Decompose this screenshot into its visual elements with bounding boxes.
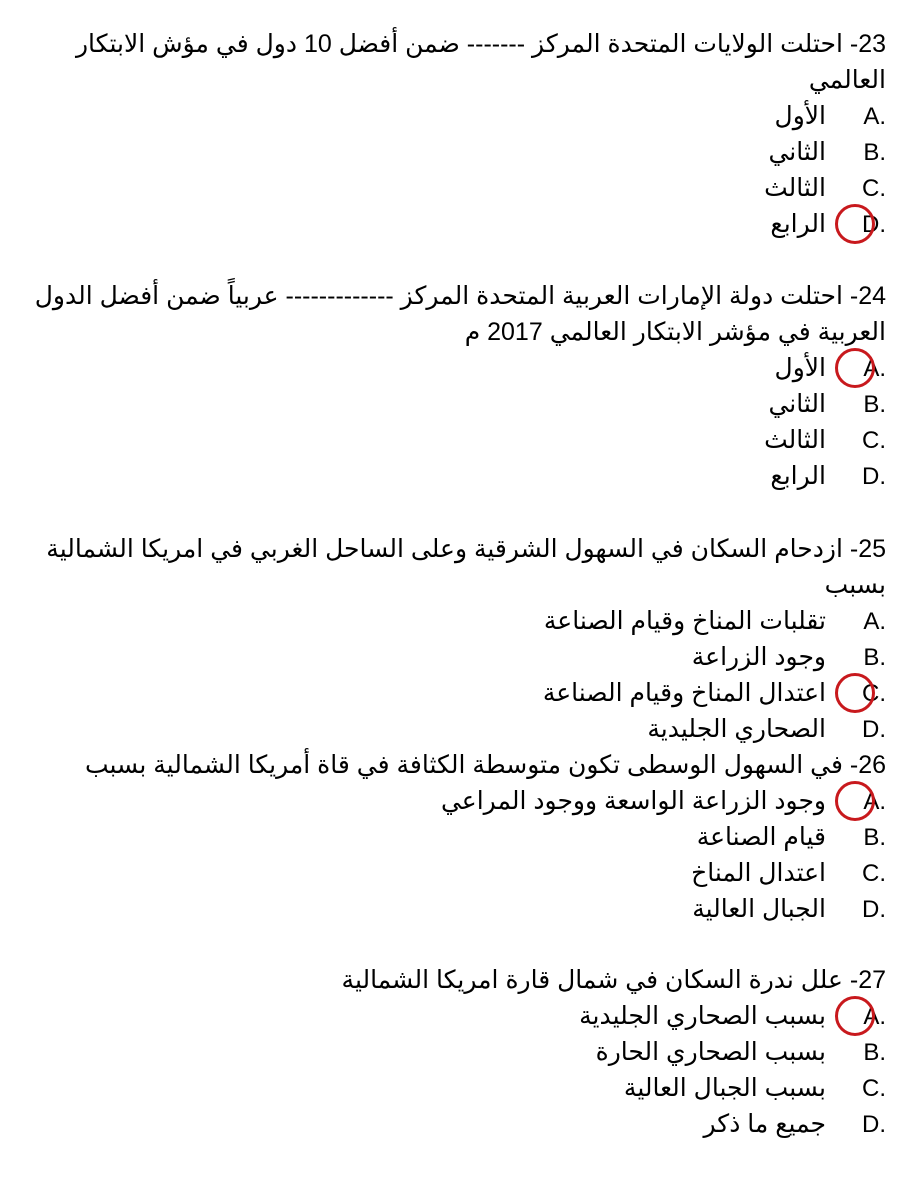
- question-stem: 27- علل ندرة السكان في شمال قارة امريكا الشمالية: [341, 966, 886, 994]
- option-letter: B.: [863, 824, 886, 851]
- option-b[interactable]: [0, 639, 886, 675]
- question-stem: 26- في السهول الوسطى تكون متوسطة الكثافة في قاة أمريكا الشمالية بسبب: [84, 751, 886, 779]
- option-c[interactable]: [0, 855, 886, 891]
- option-d[interactable]: [0, 458, 886, 494]
- answer-circle: [835, 348, 875, 388]
- answer-circle: [835, 204, 875, 244]
- option-text: الرابع: [770, 210, 826, 238]
- option-c[interactable]: [0, 1070, 886, 1106]
- option-letter: A.: [863, 788, 886, 815]
- option-text: تقلبات المناخ وقيام الصناعة: [543, 607, 826, 635]
- option-b[interactable]: [0, 386, 886, 422]
- option-c[interactable]: [0, 675, 886, 711]
- option-list: [0, 98, 900, 242]
- option-a[interactable]: [0, 603, 886, 639]
- option-letter: D.: [862, 211, 886, 238]
- option-letter: C.: [862, 1075, 886, 1102]
- option-letter: B.: [863, 139, 886, 166]
- question-stem: 25- ازدحام السكان في السهول الشرقية وعلى الساحل الغربي في امريكا الشمالية بسبب: [46, 535, 886, 599]
- option-letter: A.: [863, 1003, 886, 1030]
- option-text: الرابع: [770, 462, 826, 490]
- option-letter: B.: [863, 1039, 886, 1066]
- option-text: الجبال العالية: [692, 895, 826, 923]
- question-23: [0, 26, 900, 242]
- option-text: بسبب الصحاري الجليدية: [579, 1002, 826, 1030]
- option-text: وجود الزراعة الواسعة ووجود المراعي: [440, 787, 826, 815]
- question-stem: 24- احتلت دولة الإمارات العربية المتحدة المركز ------------- عربياً ضمن أفضل الدول العربية في مؤشر الابتكار العالمي 2017 م: [34, 282, 886, 346]
- question-27: [0, 962, 900, 1142]
- option-a[interactable]: [0, 783, 886, 819]
- option-d[interactable]: [0, 711, 886, 747]
- option-c[interactable]: [0, 422, 886, 458]
- option-list: [0, 603, 900, 747]
- question-stem: 23- احتلت الولايات المتحدة المركز ------- ضمن أفضل 10 دول في مؤش الابتكار العالمي: [75, 30, 886, 94]
- question-24: [0, 278, 900, 494]
- option-c[interactable]: [0, 170, 886, 206]
- option-text: الثاني: [768, 138, 826, 166]
- option-letter: C.: [862, 680, 886, 707]
- question-25: [0, 531, 900, 747]
- option-d[interactable]: [0, 891, 886, 927]
- option-letter: D.: [862, 1111, 886, 1138]
- option-letter: A.: [863, 103, 886, 130]
- answer-circle: [835, 781, 875, 821]
- option-b[interactable]: [0, 819, 886, 855]
- option-text: بسبب الصحاري الحارة: [595, 1038, 826, 1066]
- option-a[interactable]: [0, 350, 886, 386]
- option-text: الثالث: [764, 174, 826, 202]
- option-text: الأول: [774, 354, 826, 382]
- question-26: [0, 747, 900, 927]
- option-text: الصحاري الجليدية: [647, 715, 826, 743]
- option-a[interactable]: [0, 98, 886, 134]
- option-text: وجود الزراعة: [691, 643, 826, 671]
- option-letter: C.: [862, 175, 886, 202]
- option-letter: C.: [862, 427, 886, 454]
- option-text: الثاني: [768, 390, 826, 418]
- answer-circle: [835, 996, 875, 1036]
- option-a[interactable]: [0, 998, 886, 1034]
- option-d[interactable]: [0, 206, 886, 242]
- option-letter: B.: [863, 391, 886, 418]
- option-text: بسبب الجبال العالية: [623, 1074, 826, 1102]
- option-text: جميع ما ذكر: [703, 1110, 826, 1138]
- option-letter: D.: [862, 896, 886, 923]
- option-b[interactable]: [0, 134, 886, 170]
- option-list: [0, 998, 900, 1142]
- answer-circle: [835, 673, 875, 713]
- option-list: [0, 783, 900, 927]
- option-letter: A.: [863, 355, 886, 382]
- option-text: اعتدال المناخ: [691, 859, 826, 887]
- option-list: [0, 350, 900, 494]
- option-b[interactable]: [0, 1034, 886, 1070]
- option-d[interactable]: [0, 1106, 886, 1142]
- option-letter: A.: [863, 608, 886, 635]
- option-letter: C.: [862, 860, 886, 887]
- option-text: الثالث: [764, 426, 826, 454]
- option-text: قيام الصناعة: [696, 823, 826, 851]
- option-text: اعتدال المناخ وقيام الصناعة: [542, 679, 826, 707]
- option-letter: D.: [862, 716, 886, 743]
- option-letter: D.: [862, 463, 886, 490]
- option-text: الأول: [774, 102, 826, 130]
- option-letter: B.: [863, 644, 886, 671]
